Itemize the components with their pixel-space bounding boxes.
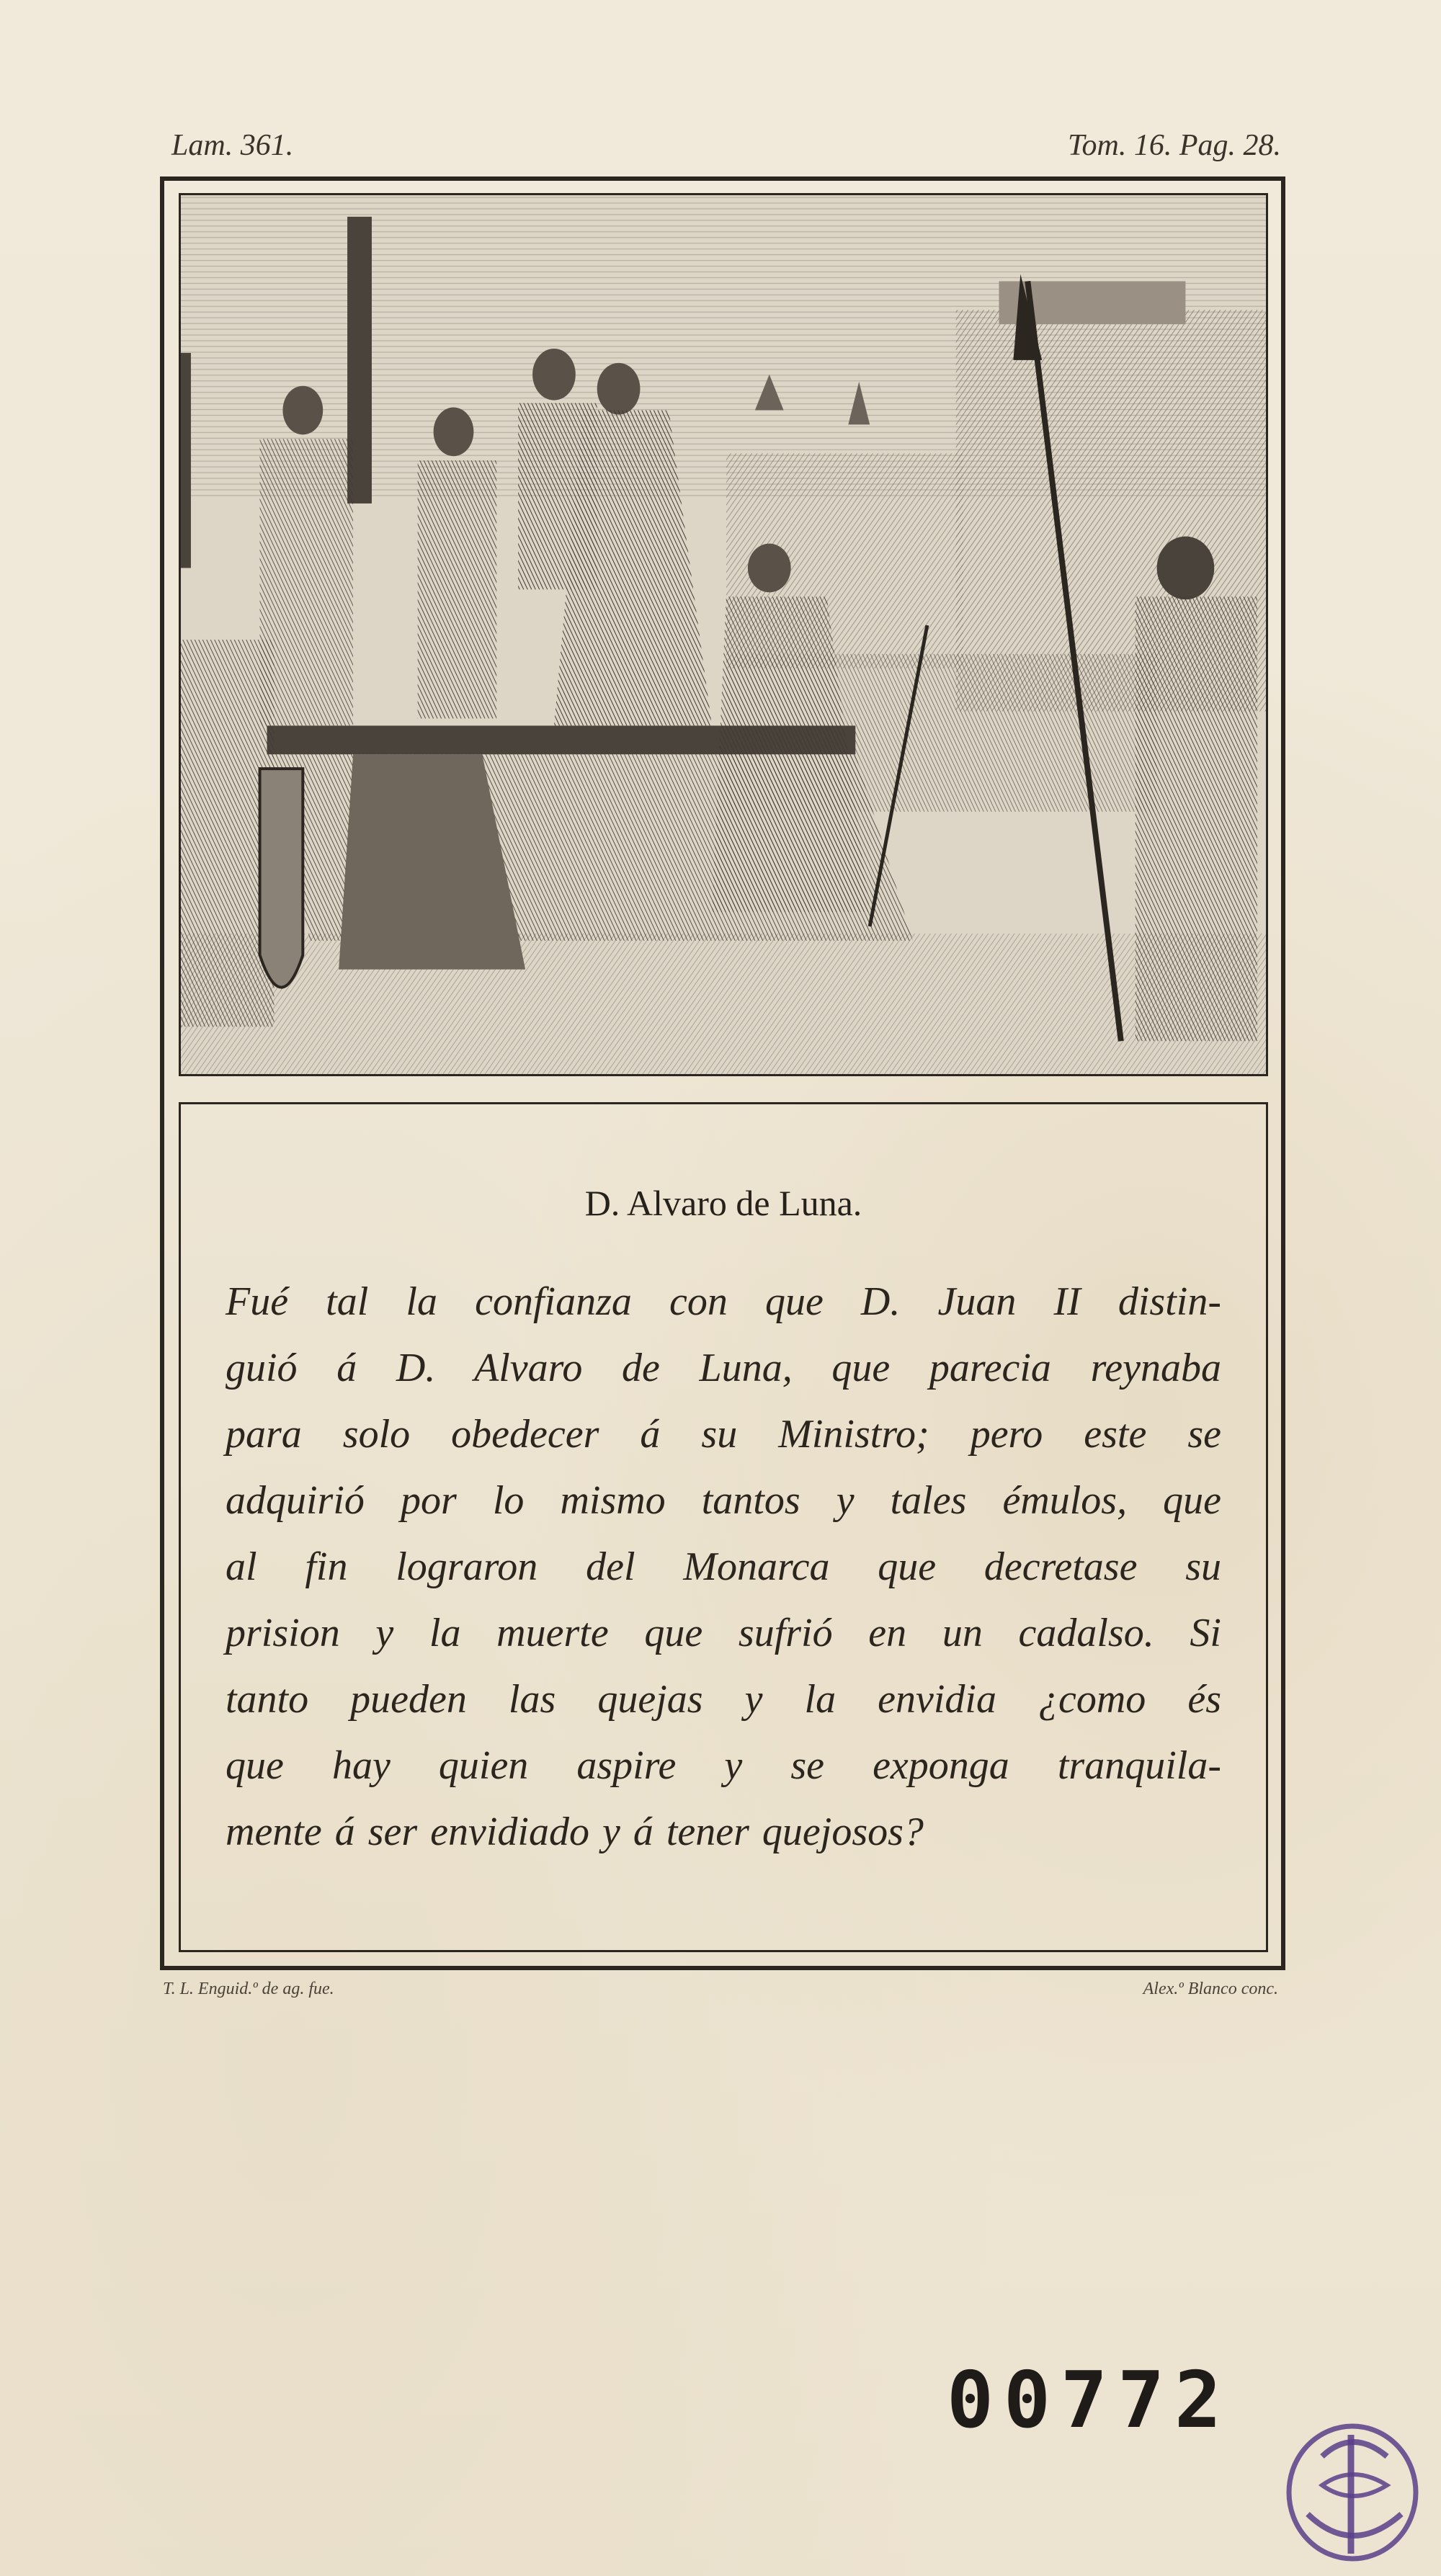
caption-line: al fin lograron del Monarca que decretase su	[226, 1544, 1221, 1589]
caption-line: tanto pueden las quejas y la envidia ¿como és	[226, 1677, 1221, 1722]
caption-panel	[179, 1102, 1268, 1952]
caption-line: adquirió por lo mismo tantos y tales émulos, que	[226, 1478, 1221, 1523]
corrector-credit: Alex.º Blanco conc.	[1143, 1980, 1278, 1998]
caption-line: para solo obedecer á su Ministro; pero este se	[226, 1412, 1221, 1457]
volume-reference: Tom. 16. Pag. 28.	[1068, 129, 1281, 162]
caption-line: Fué tal la confianza con que D. Juan II distin-	[226, 1279, 1221, 1324]
caption-line: guió á D. Alvaro de Luna, que parecia reynaba	[226, 1346, 1221, 1390]
caption-line: que hay quien aspire y se exponga tranquila-	[226, 1743, 1221, 1788]
engraver-credit: T. L. Enguid.º de ag. fue.	[163, 1980, 334, 1998]
engraving-illustration	[179, 193, 1268, 1076]
plate-number: Lam. 361.	[171, 129, 294, 162]
inventory-number: 00772	[947, 2356, 1232, 2446]
execution-scene-image	[181, 195, 1266, 1074]
caption-line: prision y la muerte que sufrió en un cadalso. Si	[226, 1611, 1221, 1655]
caption-title: D. Alvaro de Luna.	[584, 1183, 862, 1223]
caption-line: mente á ser envidiado y á tener quejosos?	[226, 1810, 924, 1854]
monogram-stamp-icon	[1279, 2413, 1427, 2568]
caption-text	[226, 1269, 1221, 1865]
